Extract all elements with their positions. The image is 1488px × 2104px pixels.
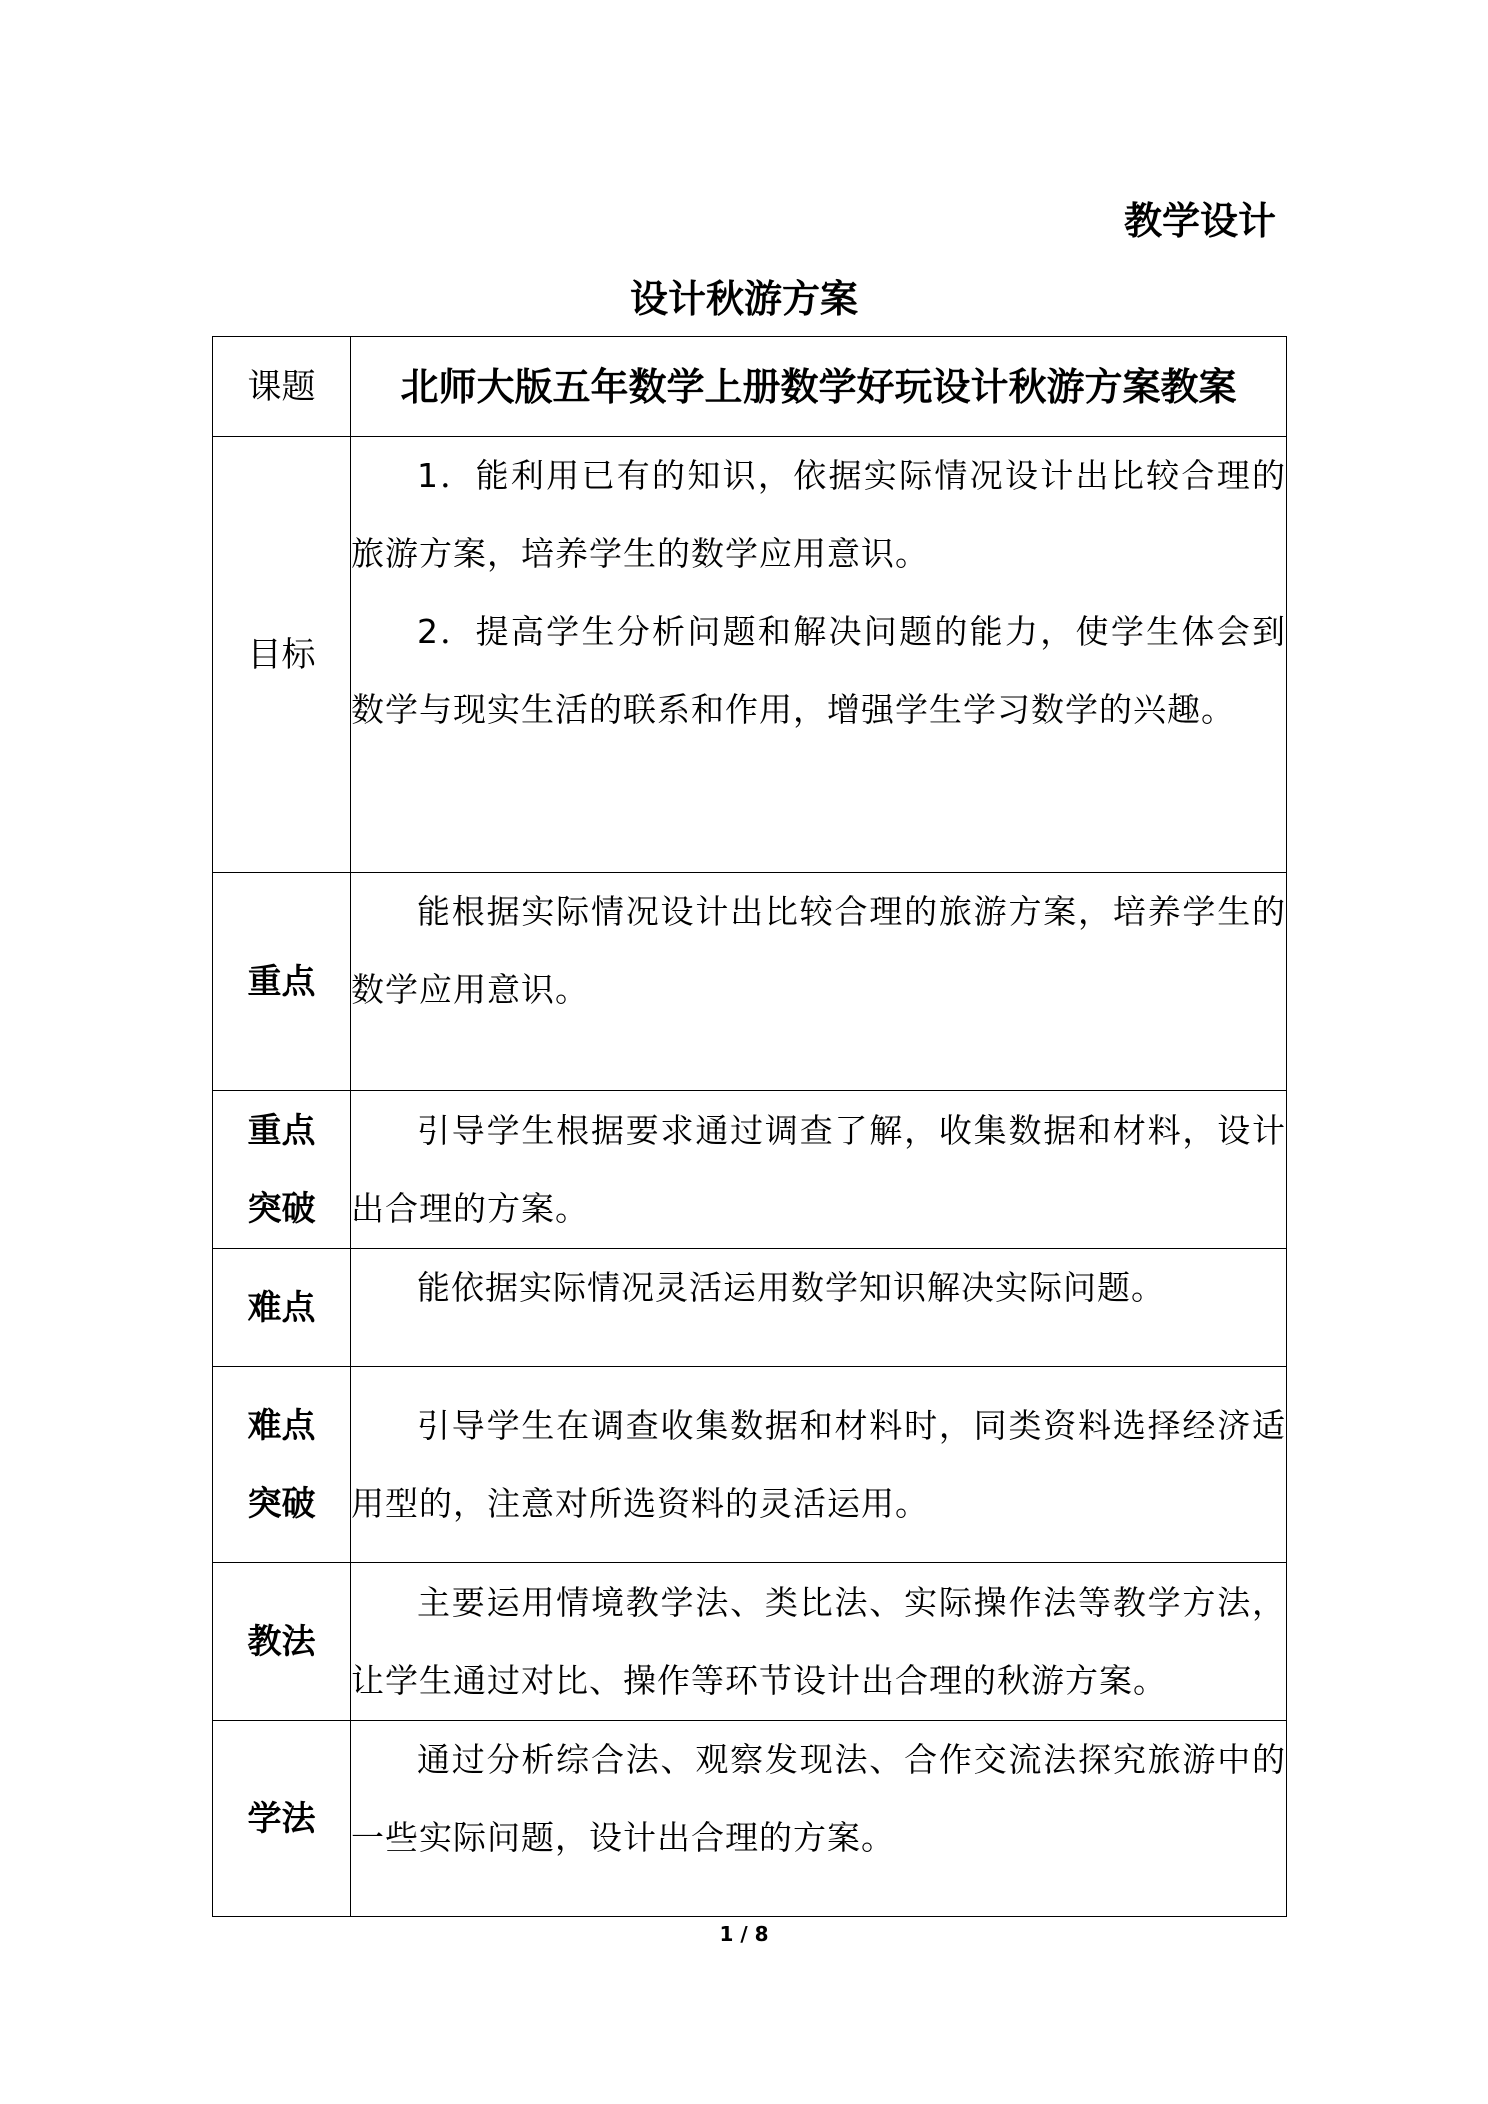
document-title: 设计秋游方案 xyxy=(629,277,858,321)
row-label-subject: 课题 xyxy=(213,337,351,437)
row-content-difficulty xyxy=(351,1249,1287,1367)
table-row-difficulty xyxy=(213,1249,1287,1367)
table-row-subject xyxy=(213,337,1287,437)
table-row-learning-method xyxy=(213,1721,1287,1917)
key-point-breakthrough-text: 引导学生根据要求通过调查了解，收集数据和材料，设计出合理的方案。 xyxy=(351,1110,1286,1228)
teaching-method-text: 主要运用情境教学法、类比法、实际操作法等教学方法，让学生通过对比、操作等环节设计出合理的秋游方案。 xyxy=(351,1582,1286,1700)
label-line-1: 重点 xyxy=(247,1110,316,1151)
key-point-text: 能根据实际情况设计出比较合理的旅游方案，培养学生的数学应用意识。 xyxy=(351,892,1286,1009)
document-type-heading: 教学设计 xyxy=(1123,199,1276,243)
row-label-teaching-method: 教法 xyxy=(213,1563,351,1721)
label-line-2: 突破 xyxy=(247,1483,316,1524)
difficulty-text: 能依据实际情况灵活运用数学知识解决实际问题。 xyxy=(417,1268,1165,1307)
row-content-subject: 北师大版五年数学上册数学好玩设计秋游方案教案 xyxy=(351,337,1287,437)
row-content-key-point-breakthrough xyxy=(351,1091,1287,1249)
row-label-key-point: 重点 xyxy=(213,873,351,1091)
table-row-key-point-breakthrough xyxy=(213,1091,1287,1249)
row-content-objectives xyxy=(351,437,1287,873)
row-content-difficulty-breakthrough xyxy=(351,1367,1287,1563)
table-row-objectives xyxy=(213,437,1287,873)
row-content-key-point xyxy=(351,873,1287,1091)
row-label-difficulty: 难点 xyxy=(213,1249,351,1367)
row-label-objectives: 目标 xyxy=(213,437,351,873)
page-number: 1 / 8 xyxy=(719,1922,769,1946)
row-label-learning-method: 学法 xyxy=(213,1721,351,1917)
label-line-1: 难点 xyxy=(247,1405,316,1446)
row-content-teaching-method xyxy=(351,1563,1287,1721)
row-label-key-point-breakthrough xyxy=(213,1091,351,1249)
table-row-teaching-method xyxy=(213,1563,1287,1721)
row-label-difficulty-breakthrough xyxy=(213,1367,351,1563)
objective-item-2: 2．提高学生分析问题和解决问题的能力，使学生体会到数学与现实生活的联系和作用，增强学生学习数学的兴趣。 xyxy=(351,612,1286,729)
row-content-learning-method xyxy=(351,1721,1287,1917)
table-row-difficulty-breakthrough xyxy=(213,1367,1287,1563)
lesson-plan-table xyxy=(212,336,1287,1917)
learning-method-text: 通过分析综合法、观察发现法、合作交流法探究旅游中的一些实际问题，设计出合理的方案。 xyxy=(351,1740,1286,1857)
difficulty-breakthrough-text: 引导学生在调查收集数据和材料时，同类资料选择经济适用型的，注意对所选资料的灵活运用。 xyxy=(351,1405,1286,1523)
label-line-2: 突破 xyxy=(247,1188,316,1229)
objective-item-1: 1．能利用已有的知识，依据实际情况设计出比较合理的旅游方案，培养学生的数学应用意识。 xyxy=(351,456,1286,573)
table-row-key-point xyxy=(213,873,1287,1091)
